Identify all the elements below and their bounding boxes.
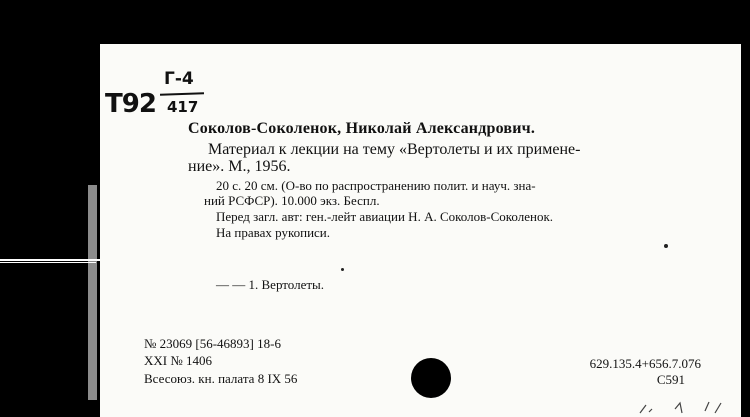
fraction-line	[160, 92, 204, 96]
imprint-line-1: 20 с. 20 см. (О-во по распространению полит. и науч. зна-	[216, 178, 536, 193]
chamber-number: XXI № 1406	[144, 353, 213, 368]
note-line-2: На правах рукописи.	[216, 225, 330, 240]
classification-code: Т92	[105, 89, 156, 119]
title-line-2: ние». М., 1956.	[188, 158, 291, 175]
subject-heading: — — 1. Вертолеты.	[216, 277, 325, 292]
ink-speck	[341, 268, 344, 271]
note-line-1: Перед загл. авт: ген.-лейт авиации Н. А. Соколов-Соколенок.	[216, 209, 554, 224]
pencil-marks	[635, 399, 725, 417]
catalog-card	[100, 44, 741, 417]
author-heading: Соколов-Соколенок, Николай Александрович.	[188, 120, 536, 137]
udc-index: 629.135.4+656.7.076	[589, 356, 701, 371]
punch-hole	[411, 358, 451, 398]
registration-number: № 23069 [56-46893] 18-6	[144, 336, 281, 351]
title-line-1: Материал к лекции на тему «Вертолеты и их примене-	[208, 141, 581, 158]
imprint-line-2: ний РСФСР). 10.000 экз. Беспл.	[204, 193, 380, 208]
ink-speck	[664, 244, 668, 248]
book-chamber: Всесоюз. кн. палата 8 IX 56	[144, 371, 298, 386]
classification-fraction-top: Г-4	[164, 69, 194, 89]
classification-fraction-bottom: 417	[167, 98, 199, 116]
shelf-code: С591	[656, 372, 685, 387]
